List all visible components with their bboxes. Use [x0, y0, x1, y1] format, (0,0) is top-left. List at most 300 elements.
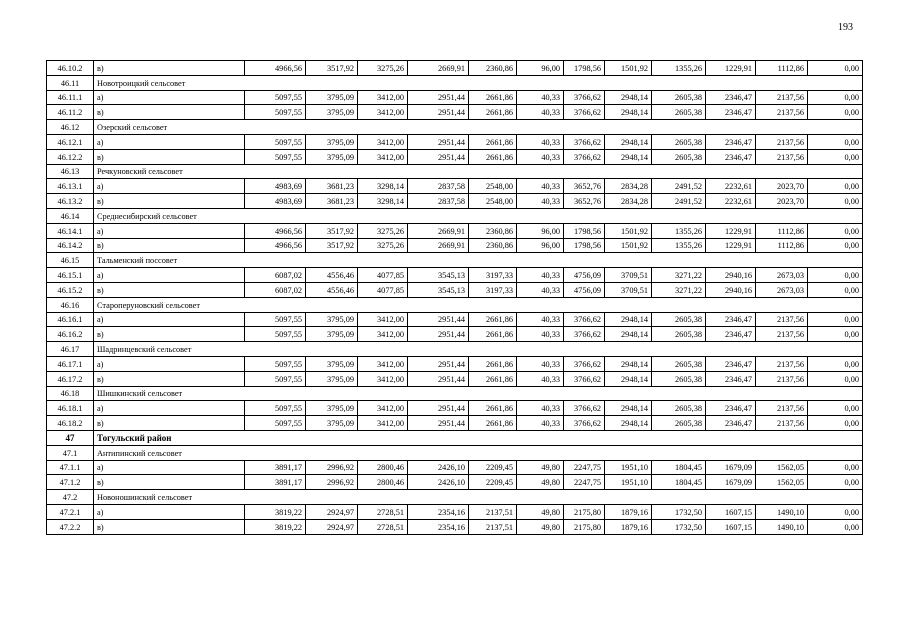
value-cell: 2247,75 — [564, 475, 605, 490]
value-cell: 2948,14 — [605, 90, 652, 105]
section-row — [47, 445, 863, 460]
section-row — [47, 164, 863, 179]
value-cell: 40,33 — [517, 371, 564, 386]
value-cell: 2800,46 — [358, 460, 408, 475]
value-cell: 40,33 — [517, 356, 564, 371]
section-name: Озерский сельсовет — [94, 120, 863, 135]
value-cell: 1951,10 — [605, 475, 652, 490]
row-code: 47.1 — [47, 445, 94, 460]
row-code: 46.18.2 — [47, 416, 94, 431]
value-cell: 40,33 — [517, 90, 564, 105]
value-cell: 2951,44 — [408, 327, 469, 342]
value-cell: 3766,62 — [564, 356, 605, 371]
table-row — [47, 504, 863, 519]
value-cell: 2605,38 — [652, 134, 706, 149]
row-code: 46.17 — [47, 342, 94, 357]
value-cell: 2346,47 — [706, 401, 756, 416]
value-cell: 2605,38 — [652, 401, 706, 416]
table-row — [47, 519, 863, 534]
row-code: 46.15.2 — [47, 282, 94, 297]
table-row — [47, 475, 863, 490]
table-row — [47, 61, 863, 76]
value-cell: 0,00 — [808, 61, 863, 76]
value-cell: 1798,56 — [564, 238, 605, 253]
page-number: 193 — [838, 22, 853, 33]
table-row — [47, 416, 863, 431]
row-code: 46.17.2 — [47, 371, 94, 386]
value-cell: 1490,10 — [756, 504, 808, 519]
value-cell: 0,00 — [808, 268, 863, 283]
section-name: Староперуновский сельсовет — [94, 297, 863, 312]
value-cell: 2548,00 — [469, 179, 517, 194]
value-cell: 2669,91 — [408, 61, 469, 76]
row-label: а) — [94, 312, 245, 327]
value-cell: 3412,00 — [358, 149, 408, 164]
value-cell: 1804,45 — [652, 460, 706, 475]
row-code: 46.16.2 — [47, 327, 94, 342]
section-name: Шадринцевский сельсовет — [94, 342, 863, 357]
value-cell: 2360,86 — [469, 238, 517, 253]
row-code: 46.12 — [47, 120, 94, 135]
value-cell: 2948,14 — [605, 134, 652, 149]
table-row — [47, 327, 863, 342]
value-cell: 2951,44 — [408, 105, 469, 120]
value-cell: 4077,85 — [358, 268, 408, 283]
value-cell: 2346,47 — [706, 327, 756, 342]
row-label: в) — [94, 519, 245, 534]
value-cell: 2669,91 — [408, 238, 469, 253]
row-label: а) — [94, 179, 245, 194]
value-cell: 2137,51 — [469, 504, 517, 519]
value-cell: 3412,00 — [358, 371, 408, 386]
row-label: а) — [94, 268, 245, 283]
value-cell: 1229,91 — [706, 223, 756, 238]
value-cell: 2661,86 — [469, 371, 517, 386]
value-cell: 40,33 — [517, 105, 564, 120]
value-cell: 3795,09 — [306, 105, 358, 120]
value-cell: 40,33 — [517, 327, 564, 342]
value-cell: 40,33 — [517, 179, 564, 194]
value-cell: 5097,55 — [245, 371, 306, 386]
value-cell: 2137,56 — [756, 401, 808, 416]
value-cell: 0,00 — [808, 179, 863, 194]
value-cell: 49,80 — [517, 504, 564, 519]
value-cell: 1879,16 — [605, 519, 652, 534]
value-cell: 2728,51 — [358, 519, 408, 534]
row-label: в) — [94, 61, 245, 76]
table-row — [47, 238, 863, 253]
value-cell: 2346,47 — [706, 149, 756, 164]
value-cell: 1562,05 — [756, 475, 808, 490]
value-cell: 40,33 — [517, 416, 564, 431]
table-row — [47, 105, 863, 120]
row-code: 46.17.1 — [47, 356, 94, 371]
section-name: Новотроицкий сельсовет — [94, 75, 863, 90]
value-cell: 2661,86 — [469, 90, 517, 105]
value-cell: 2354,16 — [408, 519, 469, 534]
value-cell: 2209,45 — [469, 475, 517, 490]
row-label: а) — [94, 223, 245, 238]
section-row — [47, 386, 863, 401]
value-cell: 2661,86 — [469, 401, 517, 416]
value-cell: 3275,26 — [358, 238, 408, 253]
value-cell: 2951,44 — [408, 134, 469, 149]
value-cell: 2346,47 — [706, 90, 756, 105]
value-cell: 2948,14 — [605, 401, 652, 416]
value-cell: 5097,55 — [245, 416, 306, 431]
value-cell: 2951,44 — [408, 356, 469, 371]
value-cell: 3795,09 — [306, 134, 358, 149]
value-cell: 1112,86 — [756, 238, 808, 253]
row-label: в) — [94, 149, 245, 164]
row-code: 46.12.2 — [47, 149, 94, 164]
row-code: 46.13.1 — [47, 179, 94, 194]
value-cell: 1229,91 — [706, 61, 756, 76]
value-cell: 2673,03 — [756, 268, 808, 283]
value-cell: 5097,55 — [245, 401, 306, 416]
section-name: Речкуновский сельсовет — [94, 164, 863, 179]
table-row — [47, 90, 863, 105]
value-cell: 1112,86 — [756, 223, 808, 238]
value-cell: 4983,69 — [245, 179, 306, 194]
value-cell: 0,00 — [808, 134, 863, 149]
value-cell: 4966,56 — [245, 61, 306, 76]
value-cell: 2661,86 — [469, 356, 517, 371]
section-name: Антипинский сельсовет — [94, 445, 863, 460]
value-cell: 2924,97 — [306, 519, 358, 534]
value-cell: 4966,56 — [245, 238, 306, 253]
value-cell: 2023,70 — [756, 194, 808, 209]
row-label: а) — [94, 460, 245, 475]
value-cell: 2924,97 — [306, 504, 358, 519]
row-code: 46.12.1 — [47, 134, 94, 149]
value-cell: 2137,56 — [756, 327, 808, 342]
table-row — [47, 179, 863, 194]
value-cell: 1607,15 — [706, 504, 756, 519]
table-row — [47, 194, 863, 209]
value-cell: 2137,56 — [756, 149, 808, 164]
value-cell: 3795,09 — [306, 371, 358, 386]
value-cell: 3795,09 — [306, 327, 358, 342]
value-cell: 3766,62 — [564, 149, 605, 164]
value-cell: 40,33 — [517, 282, 564, 297]
row-code: 46.13.2 — [47, 194, 94, 209]
value-cell: 2137,56 — [756, 105, 808, 120]
value-cell: 3412,00 — [358, 134, 408, 149]
value-cell: 3271,22 — [652, 282, 706, 297]
value-cell: 1732,50 — [652, 519, 706, 534]
row-code: 46.13 — [47, 164, 94, 179]
value-cell: 4077,85 — [358, 282, 408, 297]
value-cell: 3275,26 — [358, 61, 408, 76]
row-code: 47.1.1 — [47, 460, 94, 475]
value-cell: 3681,23 — [306, 179, 358, 194]
value-cell: 3795,09 — [306, 416, 358, 431]
value-cell: 1804,45 — [652, 475, 706, 490]
value-cell: 3795,09 — [306, 401, 358, 416]
value-cell: 3681,23 — [306, 194, 358, 209]
value-cell: 3517,92 — [306, 238, 358, 253]
row-code: 46.11.2 — [47, 105, 94, 120]
section-name: Новоношинский сельсовет — [94, 490, 863, 505]
value-cell: 2175,80 — [564, 519, 605, 534]
row-label: а) — [94, 134, 245, 149]
table-row — [47, 401, 863, 416]
value-cell: 1490,10 — [756, 519, 808, 534]
section-row — [47, 297, 863, 312]
value-cell: 2605,38 — [652, 105, 706, 120]
value-cell: 2951,44 — [408, 149, 469, 164]
value-cell: 5097,55 — [245, 356, 306, 371]
value-cell: 2491,52 — [652, 194, 706, 209]
value-cell: 4556,46 — [306, 268, 358, 283]
value-cell: 3709,51 — [605, 282, 652, 297]
value-cell: 1355,26 — [652, 238, 706, 253]
district-row — [47, 430, 863, 445]
row-label: в) — [94, 327, 245, 342]
value-cell: 2661,86 — [469, 416, 517, 431]
value-cell: 96,00 — [517, 223, 564, 238]
value-cell: 2669,91 — [408, 223, 469, 238]
value-cell: 3271,22 — [652, 268, 706, 283]
value-cell: 2346,47 — [706, 312, 756, 327]
value-cell: 2137,51 — [469, 519, 517, 534]
value-cell: 6087,02 — [245, 282, 306, 297]
table-row — [47, 134, 863, 149]
value-cell: 2834,28 — [605, 194, 652, 209]
row-label: в) — [94, 475, 245, 490]
value-cell: 3819,22 — [245, 504, 306, 519]
value-cell: 2137,56 — [756, 416, 808, 431]
row-code: 47.2.2 — [47, 519, 94, 534]
value-cell: 2232,61 — [706, 194, 756, 209]
value-cell: 2232,61 — [706, 179, 756, 194]
row-code: 47.2.1 — [47, 504, 94, 519]
value-cell: 1679,09 — [706, 475, 756, 490]
value-cell: 0,00 — [808, 519, 863, 534]
value-cell: 2137,56 — [756, 312, 808, 327]
value-cell: 3545,13 — [408, 268, 469, 283]
value-cell: 2605,38 — [652, 90, 706, 105]
value-cell: 1679,09 — [706, 460, 756, 475]
value-cell: 3197,33 — [469, 282, 517, 297]
value-cell: 2948,14 — [605, 105, 652, 120]
table-row — [47, 282, 863, 297]
value-cell: 0,00 — [808, 327, 863, 342]
value-cell: 49,80 — [517, 519, 564, 534]
table-row — [47, 223, 863, 238]
value-cell: 3795,09 — [306, 356, 358, 371]
value-cell: 2605,38 — [652, 149, 706, 164]
row-label: а) — [94, 504, 245, 519]
value-cell: 4756,09 — [564, 268, 605, 283]
value-cell: 3766,62 — [564, 90, 605, 105]
value-cell: 2346,47 — [706, 356, 756, 371]
value-cell: 3412,00 — [358, 356, 408, 371]
value-cell: 5097,55 — [245, 149, 306, 164]
value-cell: 2800,46 — [358, 475, 408, 490]
value-cell: 1562,05 — [756, 460, 808, 475]
table-row — [47, 312, 863, 327]
value-cell: 2137,56 — [756, 134, 808, 149]
value-cell: 2837,58 — [408, 179, 469, 194]
section-row — [47, 208, 863, 223]
value-cell: 2137,56 — [756, 371, 808, 386]
value-cell: 2548,00 — [469, 194, 517, 209]
value-cell: 5097,55 — [245, 312, 306, 327]
row-code: 47.1.2 — [47, 475, 94, 490]
value-cell: 2605,38 — [652, 312, 706, 327]
value-cell: 3766,62 — [564, 401, 605, 416]
value-cell: 2661,86 — [469, 134, 517, 149]
value-cell: 3766,62 — [564, 416, 605, 431]
value-cell: 40,33 — [517, 149, 564, 164]
value-cell: 2247,75 — [564, 460, 605, 475]
value-cell: 2661,86 — [469, 312, 517, 327]
row-code: 46.11.1 — [47, 90, 94, 105]
value-cell: 2948,14 — [605, 312, 652, 327]
value-cell: 2951,44 — [408, 90, 469, 105]
value-cell: 2948,14 — [605, 416, 652, 431]
value-cell: 0,00 — [808, 223, 863, 238]
value-cell: 3709,51 — [605, 268, 652, 283]
value-cell: 1879,16 — [605, 504, 652, 519]
value-cell: 96,00 — [517, 238, 564, 253]
value-cell: 2605,38 — [652, 371, 706, 386]
value-cell: 2346,47 — [706, 416, 756, 431]
value-cell: 3298,14 — [358, 179, 408, 194]
section-name: Тогульский район — [94, 430, 863, 445]
value-cell: 0,00 — [808, 90, 863, 105]
value-cell: 1607,15 — [706, 519, 756, 534]
value-cell: 5097,55 — [245, 327, 306, 342]
value-cell: 0,00 — [808, 105, 863, 120]
value-cell: 0,00 — [808, 238, 863, 253]
row-label: а) — [94, 401, 245, 416]
value-cell: 96,00 — [517, 61, 564, 76]
value-cell: 40,33 — [517, 134, 564, 149]
row-code: 46.14 — [47, 208, 94, 223]
value-cell: 1501,92 — [605, 61, 652, 76]
value-cell: 2426,10 — [408, 475, 469, 490]
value-cell: 1798,56 — [564, 223, 605, 238]
row-code: 46.14.1 — [47, 223, 94, 238]
row-code: 47.2 — [47, 490, 94, 505]
value-cell: 1229,91 — [706, 238, 756, 253]
row-label: в) — [94, 105, 245, 120]
value-cell: 3275,26 — [358, 223, 408, 238]
value-cell: 2996,92 — [306, 460, 358, 475]
row-label: в) — [94, 371, 245, 386]
row-code: 46.15.1 — [47, 268, 94, 283]
value-cell: 6087,02 — [245, 268, 306, 283]
value-cell: 3766,62 — [564, 371, 605, 386]
value-cell: 3652,76 — [564, 194, 605, 209]
value-cell: 0,00 — [808, 282, 863, 297]
value-cell: 2360,86 — [469, 223, 517, 238]
value-cell: 0,00 — [808, 416, 863, 431]
section-row — [47, 490, 863, 505]
value-cell: 2837,58 — [408, 194, 469, 209]
row-code: 46.18.1 — [47, 401, 94, 416]
value-cell: 3766,62 — [564, 105, 605, 120]
value-cell: 1501,92 — [605, 238, 652, 253]
value-cell: 1951,10 — [605, 460, 652, 475]
section-row — [47, 120, 863, 135]
value-cell: 2951,44 — [408, 312, 469, 327]
value-cell: 3891,17 — [245, 475, 306, 490]
value-cell: 4983,69 — [245, 194, 306, 209]
value-cell: 2137,56 — [756, 90, 808, 105]
value-cell: 40,33 — [517, 312, 564, 327]
value-cell: 3891,17 — [245, 460, 306, 475]
value-cell: 3766,62 — [564, 327, 605, 342]
section-row — [47, 253, 863, 268]
value-cell: 40,33 — [517, 194, 564, 209]
value-cell: 2996,92 — [306, 475, 358, 490]
value-cell: 0,00 — [808, 194, 863, 209]
value-cell: 2661,86 — [469, 149, 517, 164]
value-cell: 3545,13 — [408, 282, 469, 297]
value-cell: 3652,76 — [564, 179, 605, 194]
value-cell: 3795,09 — [306, 149, 358, 164]
row-label: а) — [94, 90, 245, 105]
value-cell: 5097,55 — [245, 134, 306, 149]
value-cell: 2948,14 — [605, 149, 652, 164]
value-cell: 3412,00 — [358, 90, 408, 105]
value-cell: 0,00 — [808, 475, 863, 490]
value-cell: 4966,56 — [245, 223, 306, 238]
value-cell: 2673,03 — [756, 282, 808, 297]
value-cell: 2661,86 — [469, 327, 517, 342]
value-cell: 3412,00 — [358, 327, 408, 342]
row-code: 47 — [47, 430, 94, 445]
value-cell: 40,33 — [517, 268, 564, 283]
table-row — [47, 460, 863, 475]
value-cell: 1732,50 — [652, 504, 706, 519]
value-cell: 2661,86 — [469, 105, 517, 120]
value-cell: 3412,00 — [358, 312, 408, 327]
value-cell: 2360,86 — [469, 61, 517, 76]
row-code: 46.11 — [47, 75, 94, 90]
value-cell: 5097,55 — [245, 105, 306, 120]
value-cell: 2951,44 — [408, 371, 469, 386]
row-label: а) — [94, 356, 245, 371]
row-code: 46.10.2 — [47, 61, 94, 76]
value-cell: 2951,44 — [408, 401, 469, 416]
value-cell: 0,00 — [808, 401, 863, 416]
value-cell: 2951,44 — [408, 416, 469, 431]
value-cell: 0,00 — [808, 371, 863, 386]
value-cell: 40,33 — [517, 401, 564, 416]
row-label: в) — [94, 416, 245, 431]
value-cell: 3517,92 — [306, 61, 358, 76]
row-code: 46.14.2 — [47, 238, 94, 253]
value-cell: 3517,92 — [306, 223, 358, 238]
value-cell: 49,80 — [517, 475, 564, 490]
table-row — [47, 149, 863, 164]
value-cell: 3766,62 — [564, 312, 605, 327]
value-cell: 2728,51 — [358, 504, 408, 519]
row-code: 46.16 — [47, 297, 94, 312]
row-label: в) — [94, 238, 245, 253]
value-cell: 2023,70 — [756, 179, 808, 194]
value-cell: 1798,56 — [564, 61, 605, 76]
value-cell: 3197,33 — [469, 268, 517, 283]
value-cell: 2948,14 — [605, 356, 652, 371]
value-cell: 1112,86 — [756, 61, 808, 76]
value-cell: 2209,45 — [469, 460, 517, 475]
